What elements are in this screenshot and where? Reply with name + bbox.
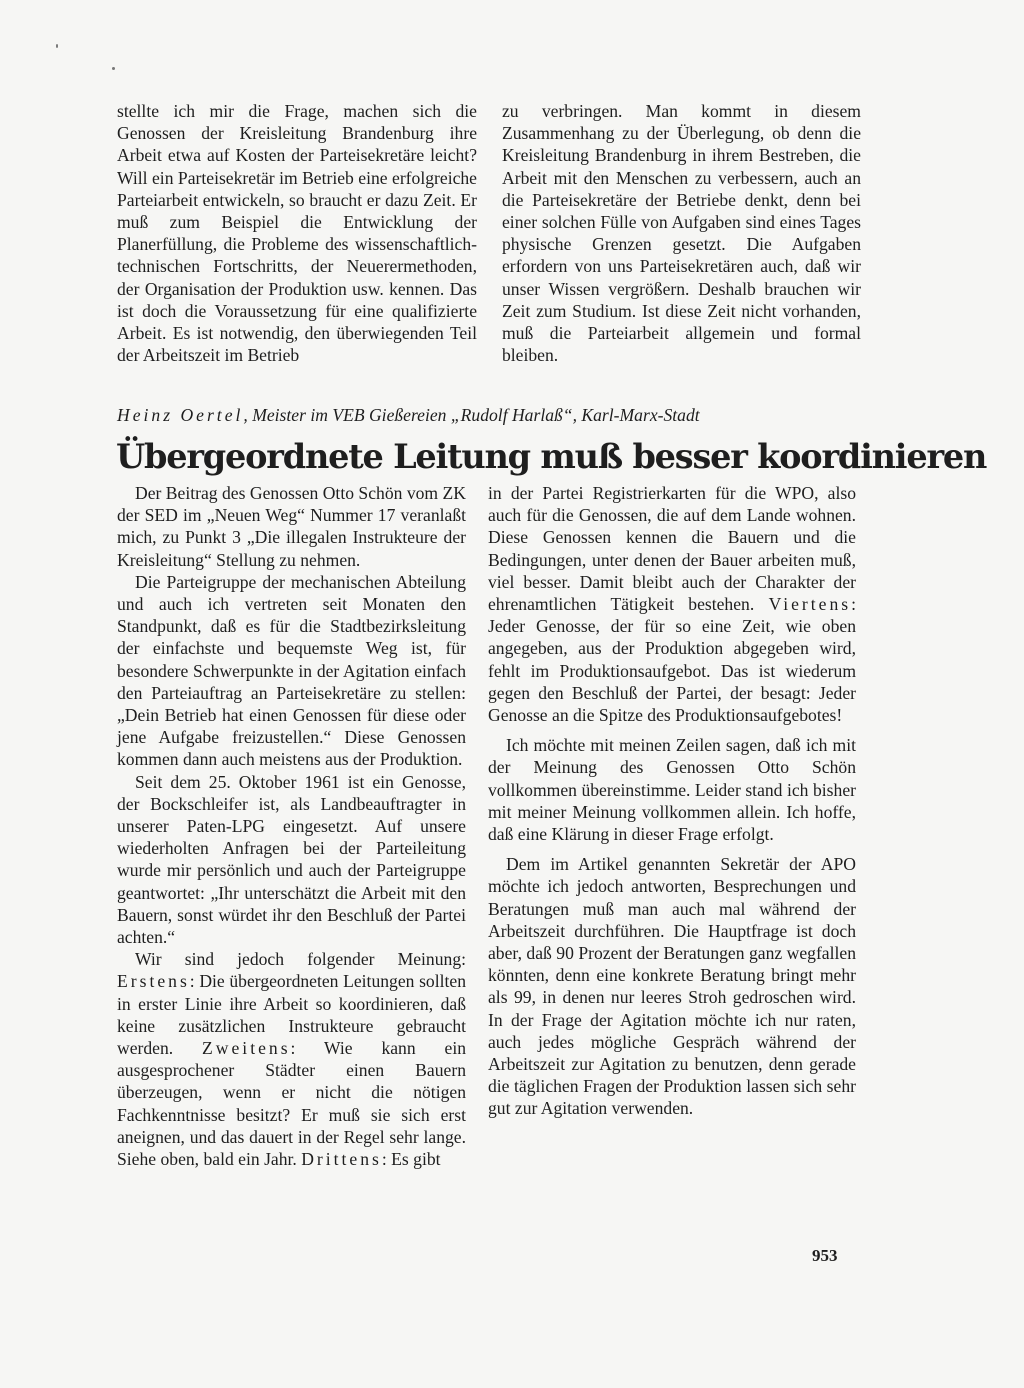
paragraph [117,948,466,1170]
text-run: Wir sind jedoch folgender Meinung: [135,949,466,970]
paragraph [488,482,856,726]
previous-article-right-column [502,100,861,366]
paragraph: stellte ich mir die Frage, machen sich die Genossen der Kreisleitung Brandenburg ihre Arbeit etwa auf Kosten der Parteisekretäre leicht? Will ein Parteisekretär im Betrieb eine erfolgreiche Parteiarbeit entwickeln, so braucht er dazu Zeit. Er muß zum Beispiel die Entwicklung der Planerfüllung, die Probleme des wissenschaftlich-technischen Fortschritts, der Neuerermethoden, der Organisation der Produktion usw. kennen. Das ist doch die Voraussetzung für eine qualifizierte Arbeit. Es ist notwendig, den überwiegenden Teil der Arbeitszeit im Betrieb [117,101,477,366]
author-name: Heinz Oertel [117,405,244,425]
paragraph: Der Beitrag des Genossen Otto Schön vom ZK der SED im „Neuen Weg“ Nummer 17 veranlaßt mich, zu Punkt 3 „Die illegalen Instrukteure der Kreisleitung“ Stellung zu nehmen. [117,483,466,570]
emphasis-zweitens: Zweitens [202,1038,291,1059]
previous-article-left-column [117,100,477,366]
paragraph: Ich möchte mit meinen Zeilen sagen, daß ich mit der Meinung des Genossen Otto Schön vollkommen übereinstimme. Leider stand ich bisher mit meiner Meinung vollkommen allein. Ich hoffe, daß eine Klärung in dieser Frage erfolgt. [488,735,856,845]
article-right-column [488,482,856,1120]
text-run: : Wie kann ein ausgesprochener Städter einen Bauern überzeugen, wenn er nicht die nötigen Fachkenntnisse besitzt? Er muß sie sich erst aneignen, und das dauert in der Regel sehr lange. Siehe oben, bald ein Jahr. [117,1038,466,1170]
article-headline: Übergeordnete Leitung muß besser koordinieren [116,437,987,476]
paragraph: Seit dem 25. Oktober 1961 ist ein Genosse, der Bockschleifer ist, als Landbeauftragter in unserer Paten-LPG eingesetzt. Auf unsere wiederholten Anfragen bei der Parteileitung wurde mir persönlich und auch der Parteigruppe geantwortet: „Ihr unterschätzt die Arbeit mit den Bauern, sonst würdet ihr den Beschluß der Partei achten.“ [117,771,466,948]
text-run: : Die übergeordneten Leitungen sollten in erster Linie ihre Arbeit so koordinieren, daß keine zusätzlichen Instrukteure gebraucht werden. [117,971,466,1059]
paragraph: zu verbringen. Man kommt in diesem Zusammenhang zu der Überlegung, ob denn die Kreisleitung Brandenburg in ihrem Bestreben, die Arbeit mit den Menschen zu verbessern, auch an die Parteisekretäre der Betriebe denkt, denn bei einer solchen Fülle von Aufgaben sind eines Tages physische Grenzen gesetzt. Die Aufgaben erfordern von uns Parteisekretären auch, daß wir unser Wissen vergrößern. Deshalb brauchen wir Zeit zum Studium. Ist diese Zeit nicht vorhanden, muß die Parteiarbeit allgemein und formal bleiben. [502,101,861,366]
paragraph: Dem im Artikel genannten Sekretär der APO möchte ich jedoch antworten, Besprechungen und Beratungen muß man auch mal während der Arbeitszeit durchführen. Die Hauptfrage ist doch aber, daß 90 Prozent der Beratungen ganz wegfallen könnten, denn eine konkrete Beratung bringt mehr als 99, in denen nur leeres Stroh gedroschen wird. In der Frage der Agitation möchte ich nur raten, auch jedes mögliche Gespräch während der Arbeitszeit zur Agitation zu benutzen, denn gerade die täglichen Fragen der Produktion lassen sich sehr gut zur Agitation verwenden. [488,854,856,1119]
paragraph: Die Parteigruppe der mechanischen Abteilung und auch ich vertreten seit Monaten den Standpunkt, daß es für die Stadtbezirksleitung der einfachste und bequemste Weg ist, für besondere Schwerpunkte in der Agitation einfach den Parteiauftrag an Parteisekretäre zu stellen: „Dein Betrieb hat einen Genossen für diese oder jene Aufgabe freizustellen.“ Diese Genossen kommen dann auch meistens aus der Produktion. [117,571,466,770]
article-byline [117,404,862,426]
emphasis-drittens: Drittens [301,1149,382,1170]
page-number: 953 [812,1246,838,1265]
scan-speck [112,67,115,70]
emphasis-erstens: Erstens [117,971,190,992]
text-run: in der Partei Registrierkarten für die WPO, also auch für die Genossen, die auf dem Lande wohnen. Diese Genossen kennen die Bauern und die Bedingungen, unter denen der Bauer arbeiten muß, viel besser. Damit bleibt auch der Charakter der ehrenamtlichen Tätigkeit bestehen. [488,483,856,615]
emphasis-viertens: Viertens [768,594,852,615]
scan-speck [56,44,58,48]
text-run: : Jeder Genosse, der für so eine Zeit, wie oben angegeben, aus der Produktion abgegeben wird, fehlt im Produktionsaufgebot. Das ist wiederum gegen den Beschluß der Partei, der besagt: Jeder Genosse an die Spitze des Produktionsaufgebotes! [488,594,856,726]
article-left-column [117,482,466,1170]
text-run: : Es gibt [381,1149,441,1170]
author-affiliation: , Meister im VEB Gießereien „Rudolf Harlaß“, Karl-Marx-Stadt [243,405,700,425]
